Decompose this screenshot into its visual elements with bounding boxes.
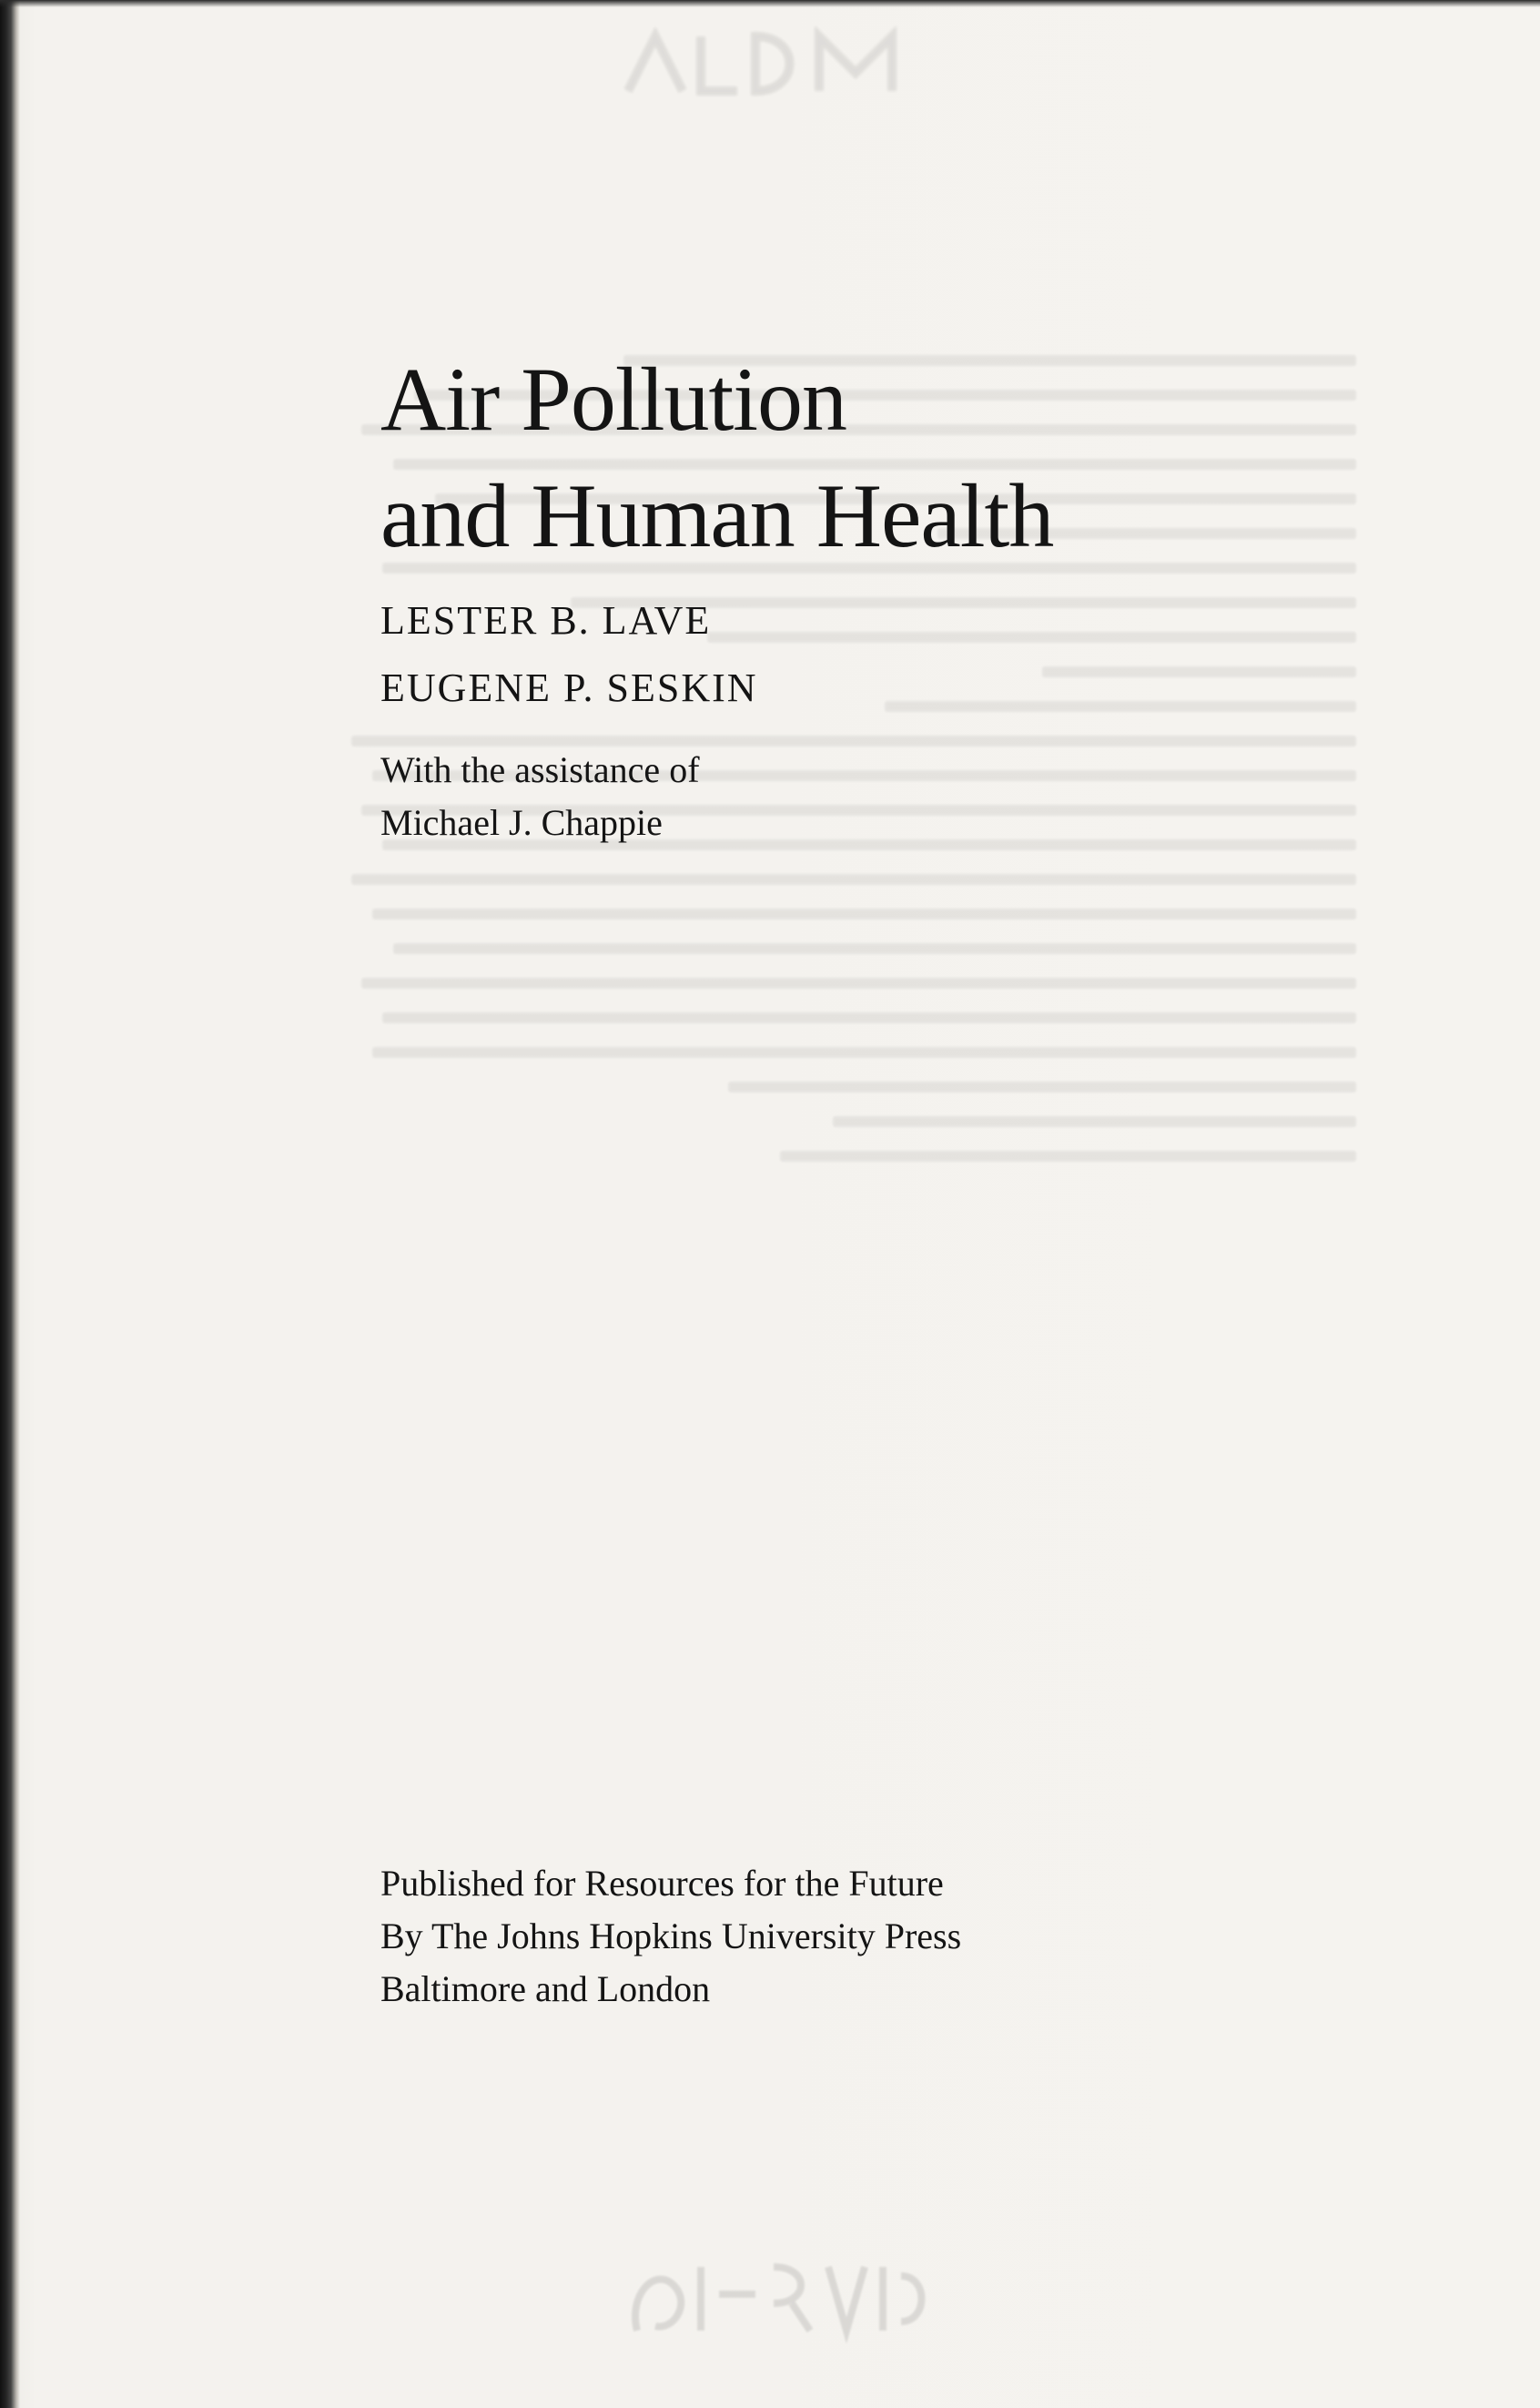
accession-stamp-show-through xyxy=(619,2240,947,2358)
title-line-1: Air Pollution xyxy=(380,349,847,450)
author-1: LESTER B. LAVE xyxy=(380,598,712,643)
publisher-line-1: Published for Resources for the Future xyxy=(380,1863,944,1904)
publisher-line-3: Baltimore and London xyxy=(380,1968,711,2009)
publisher-line-2: By The Johns Hopkins University Press xyxy=(380,1915,962,1956)
binding-edge xyxy=(0,0,20,2408)
assistant-name: Michael J. Chappie xyxy=(380,802,663,843)
book-title xyxy=(380,341,1291,574)
top-edge-shadow xyxy=(0,0,1540,7)
top-stamp-show-through xyxy=(619,18,928,118)
author-2: EUGENE P. SESKIN xyxy=(380,666,758,710)
title-line-2: and Human Health xyxy=(380,465,1054,566)
assistance-prefix: With the assistance of xyxy=(380,749,700,790)
